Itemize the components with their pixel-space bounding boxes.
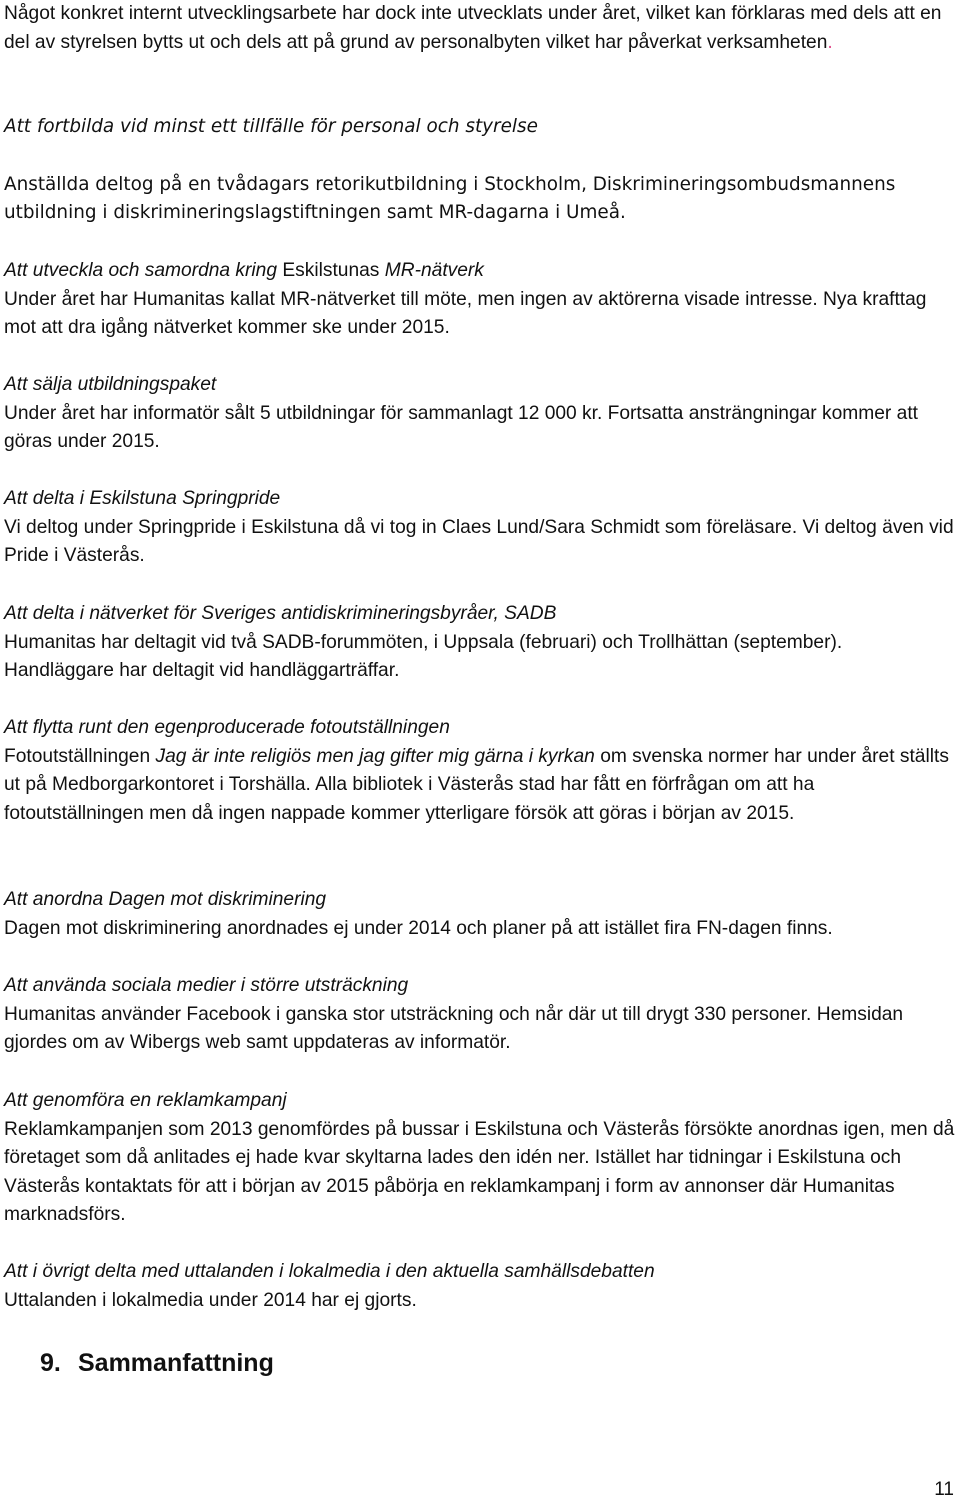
section-body: Humanitas har deltagit vid två SADB-forummöten, i Uppsala (februari) och Trollhättan (september). Handläggare har deltagit vid handläggarträffar.	[4, 631, 843, 682]
section-body: Under året har Humanitas kallat MR-nätverket till möte, men ingen av aktörerna visade intresse. Nya krafttag mot att dra igång nätverket kommer ske under 2015.	[4, 288, 927, 339]
section-heading: Att delta i Eskilstuna Springpride	[4, 488, 281, 509]
section-mr-natverk	[4, 257, 956, 343]
section-body: Vi deltog under Springpride i Eskilstuna då vi tog in Claes Lund/Sara Schmidt som föreläsare. Vi deltog även vid Pride i Västerås.	[4, 516, 954, 567]
section-heading: Att anordna Dagen mot diskriminering	[4, 889, 327, 910]
section-heading: Att använda sociala medier i större utsträckning	[4, 975, 409, 996]
section-title	[40, 1346, 274, 1380]
section-utbildningspaket	[4, 371, 956, 457]
section-body: Humanitas använder Facebook i ganska stor utsträckning och når där ut till drygt 330 personer. Hemsidan gjordes om av Wibergs web samt uppdateras av informatör.	[4, 1003, 904, 1054]
section-dagen-mot-diskriminering	[4, 886, 956, 943]
section-sadb	[4, 600, 956, 686]
section-number: 9.	[40, 1349, 61, 1377]
section-body: Anställda deltog på en tvådagars retorikutbildning i Stockholm, Diskrimineringsombudsmannens utbildning i diskrimineringslagstiftningen samt MR-dagarna i Umeå.	[4, 173, 896, 224]
section-body: Fotoutställningen Jag är inte religiös men jag gifter mig gärna i kyrkan om svenska normer har under året ställts ut på Medborgarkontoret i Torshälla. Alla bibliotek i Västerås stad har fått en förfrågan om att ha fotoutställningen men då ingen nappade kommer ytterligare försök att göras i början av 2015.	[4, 745, 949, 824]
section-body: Under året har informatör sålt 5 utbildningar för sammanlagt 12 000 kr. Fortsatta ansträngningar kommer att göras under 2015.	[4, 402, 918, 453]
section-lokalmedia	[4, 1258, 956, 1315]
section-sociala-medier	[4, 972, 956, 1058]
section-heading: Att sälja utbildningspaket	[4, 374, 217, 395]
section-heading: Att genomföra en reklamkampanj	[4, 1090, 287, 1111]
intro-block	[4, 0, 956, 57]
section-springpride	[4, 485, 956, 571]
intro-paragraph	[4, 0, 956, 57]
section-heading: Att utveckla och samordna kring Eskilstunas MR-nätverk	[4, 260, 484, 281]
section-body: Reklamkampanjen som 2013 genomfördes på bussar i Eskilstuna och Västerås försökte anordnas igen, men då företaget som då anlitades ej hade kvar skyltarna lades den idén ner. Istället har tidningar i Eskilstuna och Västerås kontaktats för att i början av 2015 påbörja en reklamkampanj i form av annonser där Humanitas marknadsförs.	[4, 1118, 955, 1226]
intro-text: Något konkret internt utvecklingsarbete har dock inte utvecklats under året, vilket kan förklaras med dels att en del av styrelsen bytts ut och dels att på grund av personalbyten vilket har påverkat verksamheten	[4, 3, 942, 53]
section-body: Uttalanden i lokalmedia under 2014 har ej gjorts.	[4, 1289, 417, 1311]
section-heading: Att fortbilda vid minst ett tillfälle för personal och styrelse	[4, 116, 538, 137]
page-number: 11	[934, 1479, 954, 1500]
section-title-text: Sammanfattning	[78, 1349, 274, 1377]
section-fortbilda	[4, 113, 956, 228]
section-body: Dagen mot diskriminering anordnades ej under 2014 och planer på att istället fira FN-dagen finns.	[4, 917, 833, 939]
section-reklamkampanj	[4, 1087, 956, 1230]
section-fotoutstallning	[4, 714, 956, 828]
section-heading: Att flytta runt den egenproducerade fotoutställningen	[4, 717, 450, 738]
section-heading: Att delta i nätverket för Sveriges antidiskrimineringsbyråer, SADB	[4, 603, 557, 624]
intro-period: .	[827, 31, 833, 53]
section-heading: Att i övrigt delta med uttalanden i lokalmedia i den aktuella samhällsdebatten	[4, 1261, 655, 1282]
